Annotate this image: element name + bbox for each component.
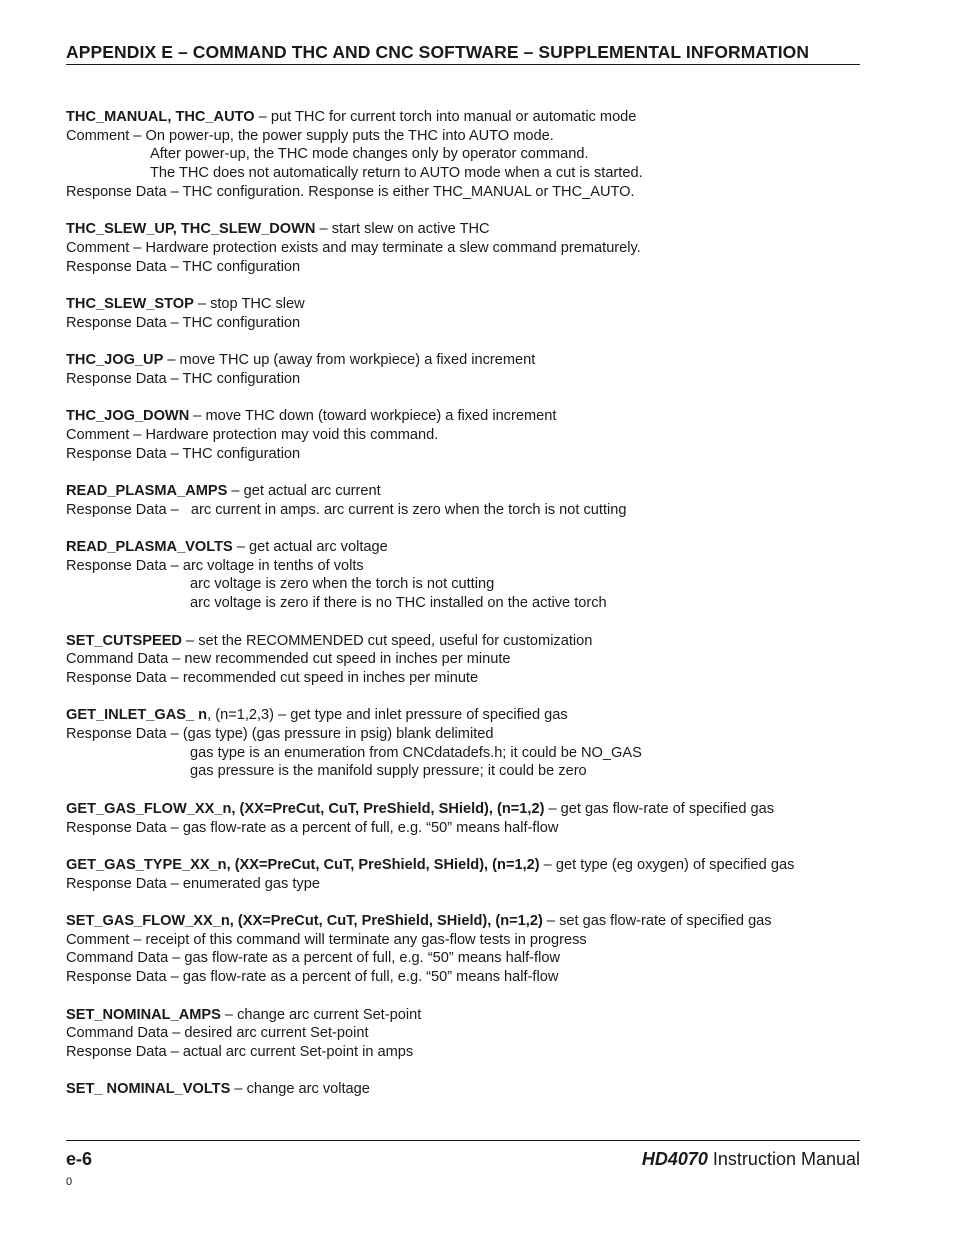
- command-name: SET_NOMINAL_AMPS: [66, 1006, 221, 1023]
- command-entry: [66, 1080, 866, 1099]
- command-name: THC_MANUAL, THC_AUTO: [66, 109, 255, 125]
- detail-line: Response Data – THC configuration: [66, 314, 301, 331]
- command-entry: [66, 800, 866, 837]
- detail-line: Comment – receipt of this command will terminate any gas-flow tests in progress: [66, 931, 587, 948]
- command-entry: [66, 912, 866, 987]
- command-entry: [66, 1006, 866, 1062]
- command-description: – put THC for current torch into manual or automatic mode: [254, 109, 637, 125]
- detail-line: Response Data – arc current in amps. arc current is zero when the torch is not cutting: [66, 501, 627, 518]
- command-name: GET_GAS_FLOW_XX_n, (XX=PreCut, CuT, PreShield, SHield), (n=1,2): [66, 800, 545, 817]
- detail-line: After power-up, the THC mode changes only by operator command.: [150, 146, 589, 163]
- detail-line: The THC does not automatically return to AUTO mode when a cut is started.: [150, 165, 643, 182]
- detail-line: Response Data – THC configuration: [66, 445, 301, 462]
- command-entry: [66, 220, 866, 276]
- command-description: – set gas flow-rate of specified gas: [542, 913, 772, 930]
- command-description: – start slew on active THC: [315, 221, 490, 238]
- command-entry: [66, 538, 866, 613]
- detail-line: Comment – Hardware protection exists and may terminate a slew command prematurely.: [66, 239, 641, 256]
- command-name: SET_GAS_FLOW_XX_n, (XX=PreCut, CuT, PreShield, SHield), (n=1,2): [66, 913, 543, 930]
- revision-number: 0: [66, 1176, 73, 1188]
- command-description: – change arc current Set-point: [220, 1006, 422, 1023]
- detail-line: Response Data – THC configuration. Response is either THC_MANUAL or THC_AUTO.: [66, 183, 635, 200]
- detail-line: Comment – Hardware protection may void this command.: [66, 426, 439, 443]
- command-name: SET_ NOMINAL_VOLTS: [66, 1081, 231, 1098]
- command-description: – move THC up (away from workpiece) a fixed increment: [163, 352, 536, 369]
- detail-line: arc voltage is zero when the torch is not cutting: [190, 576, 495, 593]
- command-description: – get actual arc current: [227, 482, 381, 499]
- command-name: SET_CUTSPEED: [66, 632, 182, 649]
- command-description: , (n=1,2,3) – get type and inlet pressure of specified gas: [207, 707, 568, 724]
- command-name: READ_PLASMA_AMPS: [66, 482, 228, 499]
- detail-line: Response Data – THC configuration: [66, 370, 301, 387]
- model-name: HD4070: [641, 1149, 708, 1169]
- detail-line: Response Data – (gas type) (gas pressure in psig) blank delimited: [66, 726, 494, 743]
- detail-line: arc voltage is zero if there is no THC installed on the active torch: [190, 595, 607, 612]
- command-description: – get actual arc voltage: [232, 539, 388, 556]
- manual-title: [642, 1149, 860, 1170]
- detail-line: Command Data – gas flow-rate as a percent of full, e.g. “50” means half-flow: [66, 950, 560, 967]
- footer-divider: [66, 1140, 860, 1141]
- detail-line: Response Data – enumerated gas type: [66, 875, 320, 892]
- page-header: APPENDIX E – COMMAND THC AND CNC SOFTWARE – SUPPLEMENTAL INFORMATION: [66, 42, 860, 65]
- detail-line: Response Data – gas flow-rate as a percent of full, e.g. “50” means half-flow: [66, 819, 559, 836]
- detail-line: Command Data – new recommended cut speed in inches per minute: [66, 651, 511, 668]
- command-description: – get gas flow-rate of specified gas: [544, 800, 775, 817]
- command-description: – set the RECOMMENDED cut speed, useful for customization: [181, 632, 593, 649]
- command-description: – change arc voltage: [230, 1081, 370, 1098]
- detail-line: Comment – On power-up, the power supply puts the THC into AUTO mode.: [66, 127, 554, 144]
- command-entry: [66, 351, 866, 388]
- command-name: THC_SLEW_STOP: [66, 296, 194, 312]
- detail-line: Response Data – THC configuration: [66, 258, 301, 275]
- command-entry: [66, 482, 866, 519]
- command-entry: [66, 407, 866, 463]
- command-entry: [66, 108, 866, 202]
- command-entry: [66, 295, 866, 332]
- command-name: THC_JOG_UP: [66, 352, 164, 369]
- command-name: READ_PLASMA_VOLTS: [66, 539, 233, 556]
- command-name: THC_SLEW_UP, THC_SLEW_DOWN: [66, 221, 316, 238]
- command-description: – get type (eg oxygen) of specified gas: [539, 856, 795, 873]
- command-entry: [66, 706, 866, 781]
- command-name: THC_JOG_DOWN: [66, 408, 190, 425]
- command-entry: [66, 856, 866, 893]
- command-name: GET_GAS_TYPE_XX_n, (XX=PreCut, CuT, PreShield, SHield), (n=1,2): [66, 856, 540, 873]
- command-name: GET_INLET_GAS_ n: [66, 707, 208, 724]
- command-description: – stop THC slew: [193, 296, 305, 312]
- detail-line: Response Data – actual arc current Set-point in amps: [66, 1043, 414, 1060]
- command-description: – move THC down (toward workpiece) a fixed increment: [189, 408, 557, 425]
- detail-line: Response Data – arc voltage in tenths of volts: [66, 557, 364, 574]
- detail-line: gas type is an enumeration from CNCdatadefs.h; it could be NO_GAS: [190, 744, 642, 761]
- detail-line: Response Data – gas flow-rate as a percent of full, e.g. “50” means half-flow: [66, 969, 559, 986]
- page-number: e-6: [66, 1149, 93, 1169]
- manual-label: Instruction Manual: [707, 1149, 860, 1169]
- detail-line: Response Data – recommended cut speed in inches per minute: [66, 669, 479, 686]
- command-entry: [66, 632, 866, 688]
- detail-line: Command Data – desired arc current Set-point: [66, 1025, 369, 1042]
- command-list: [66, 108, 866, 1118]
- detail-line: gas pressure is the manifold supply pressure; it could be zero: [190, 763, 587, 780]
